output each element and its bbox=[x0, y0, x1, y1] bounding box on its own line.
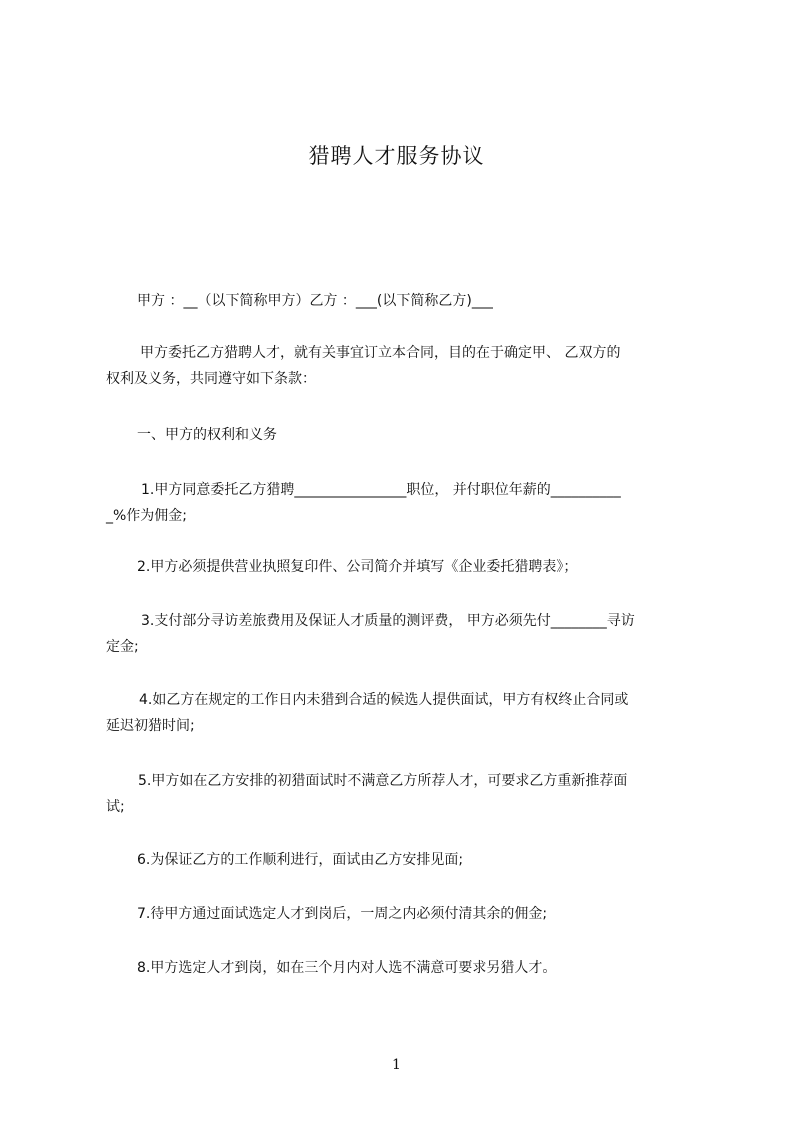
clause-4-line-1: 4.如乙方在规定的工作日内未猎到合适的候选人提供面试，甲方有权终止合同或 bbox=[139, 692, 629, 708]
clause-7: 7.待甲方通过面试选定人才到岗后，一周之内必须付清其余的佣金; bbox=[137, 906, 548, 922]
clause-8: 8.甲方选定人才到岗，如在三个月内对人选不满意可要求另猎人才。 bbox=[137, 960, 557, 976]
clause-5-line-1: 5.甲方如在乙方安排的初猎面试时不满意乙方所荐人才，可要求乙方重新推荐面 bbox=[138, 773, 628, 789]
clause-3-line-2: 定金; bbox=[106, 639, 139, 655]
clause-1-line-1: 1.甲方同意委托乙方猎聘________________职位， 并付职位年薪的__________ bbox=[141, 482, 621, 498]
clause-5-line-2: 试; bbox=[106, 799, 125, 815]
clause-3-line-1: 3.支付部分寻访差旅费用及保证人才质量的测评费， 甲方必须先付________寻访 bbox=[141, 613, 635, 629]
clause-4-line-2: 延迟初猎时间; bbox=[106, 718, 195, 734]
clause-1-line-2: _%作为佣金; bbox=[106, 508, 188, 524]
document-title: 猎聘人才服务协议 bbox=[308, 144, 485, 168]
intro-line-1: 甲方委托乙方猎聘人才，就有关事宜订立本合同，目的在于确定甲、 乙双方的 bbox=[140, 345, 621, 361]
intro-line-2: 权利及义务，共同遵守如下条款： bbox=[106, 371, 316, 387]
clause-6: 6.为保证乙方的工作顺利进行，面试由乙方安排见面; bbox=[137, 852, 464, 868]
section-heading: 一、甲方的权利和义务 bbox=[137, 427, 277, 443]
clause-2: 2.甲方必须提供营业执照复印件、公司简介并填写《企业委托猎聘表》； bbox=[137, 559, 578, 575]
parties-line: 甲方 ：__（以下简称甲方）乙方 ：___(以下简称乙方)___ bbox=[137, 293, 493, 309]
page-number: 1 bbox=[392, 1057, 401, 1073]
